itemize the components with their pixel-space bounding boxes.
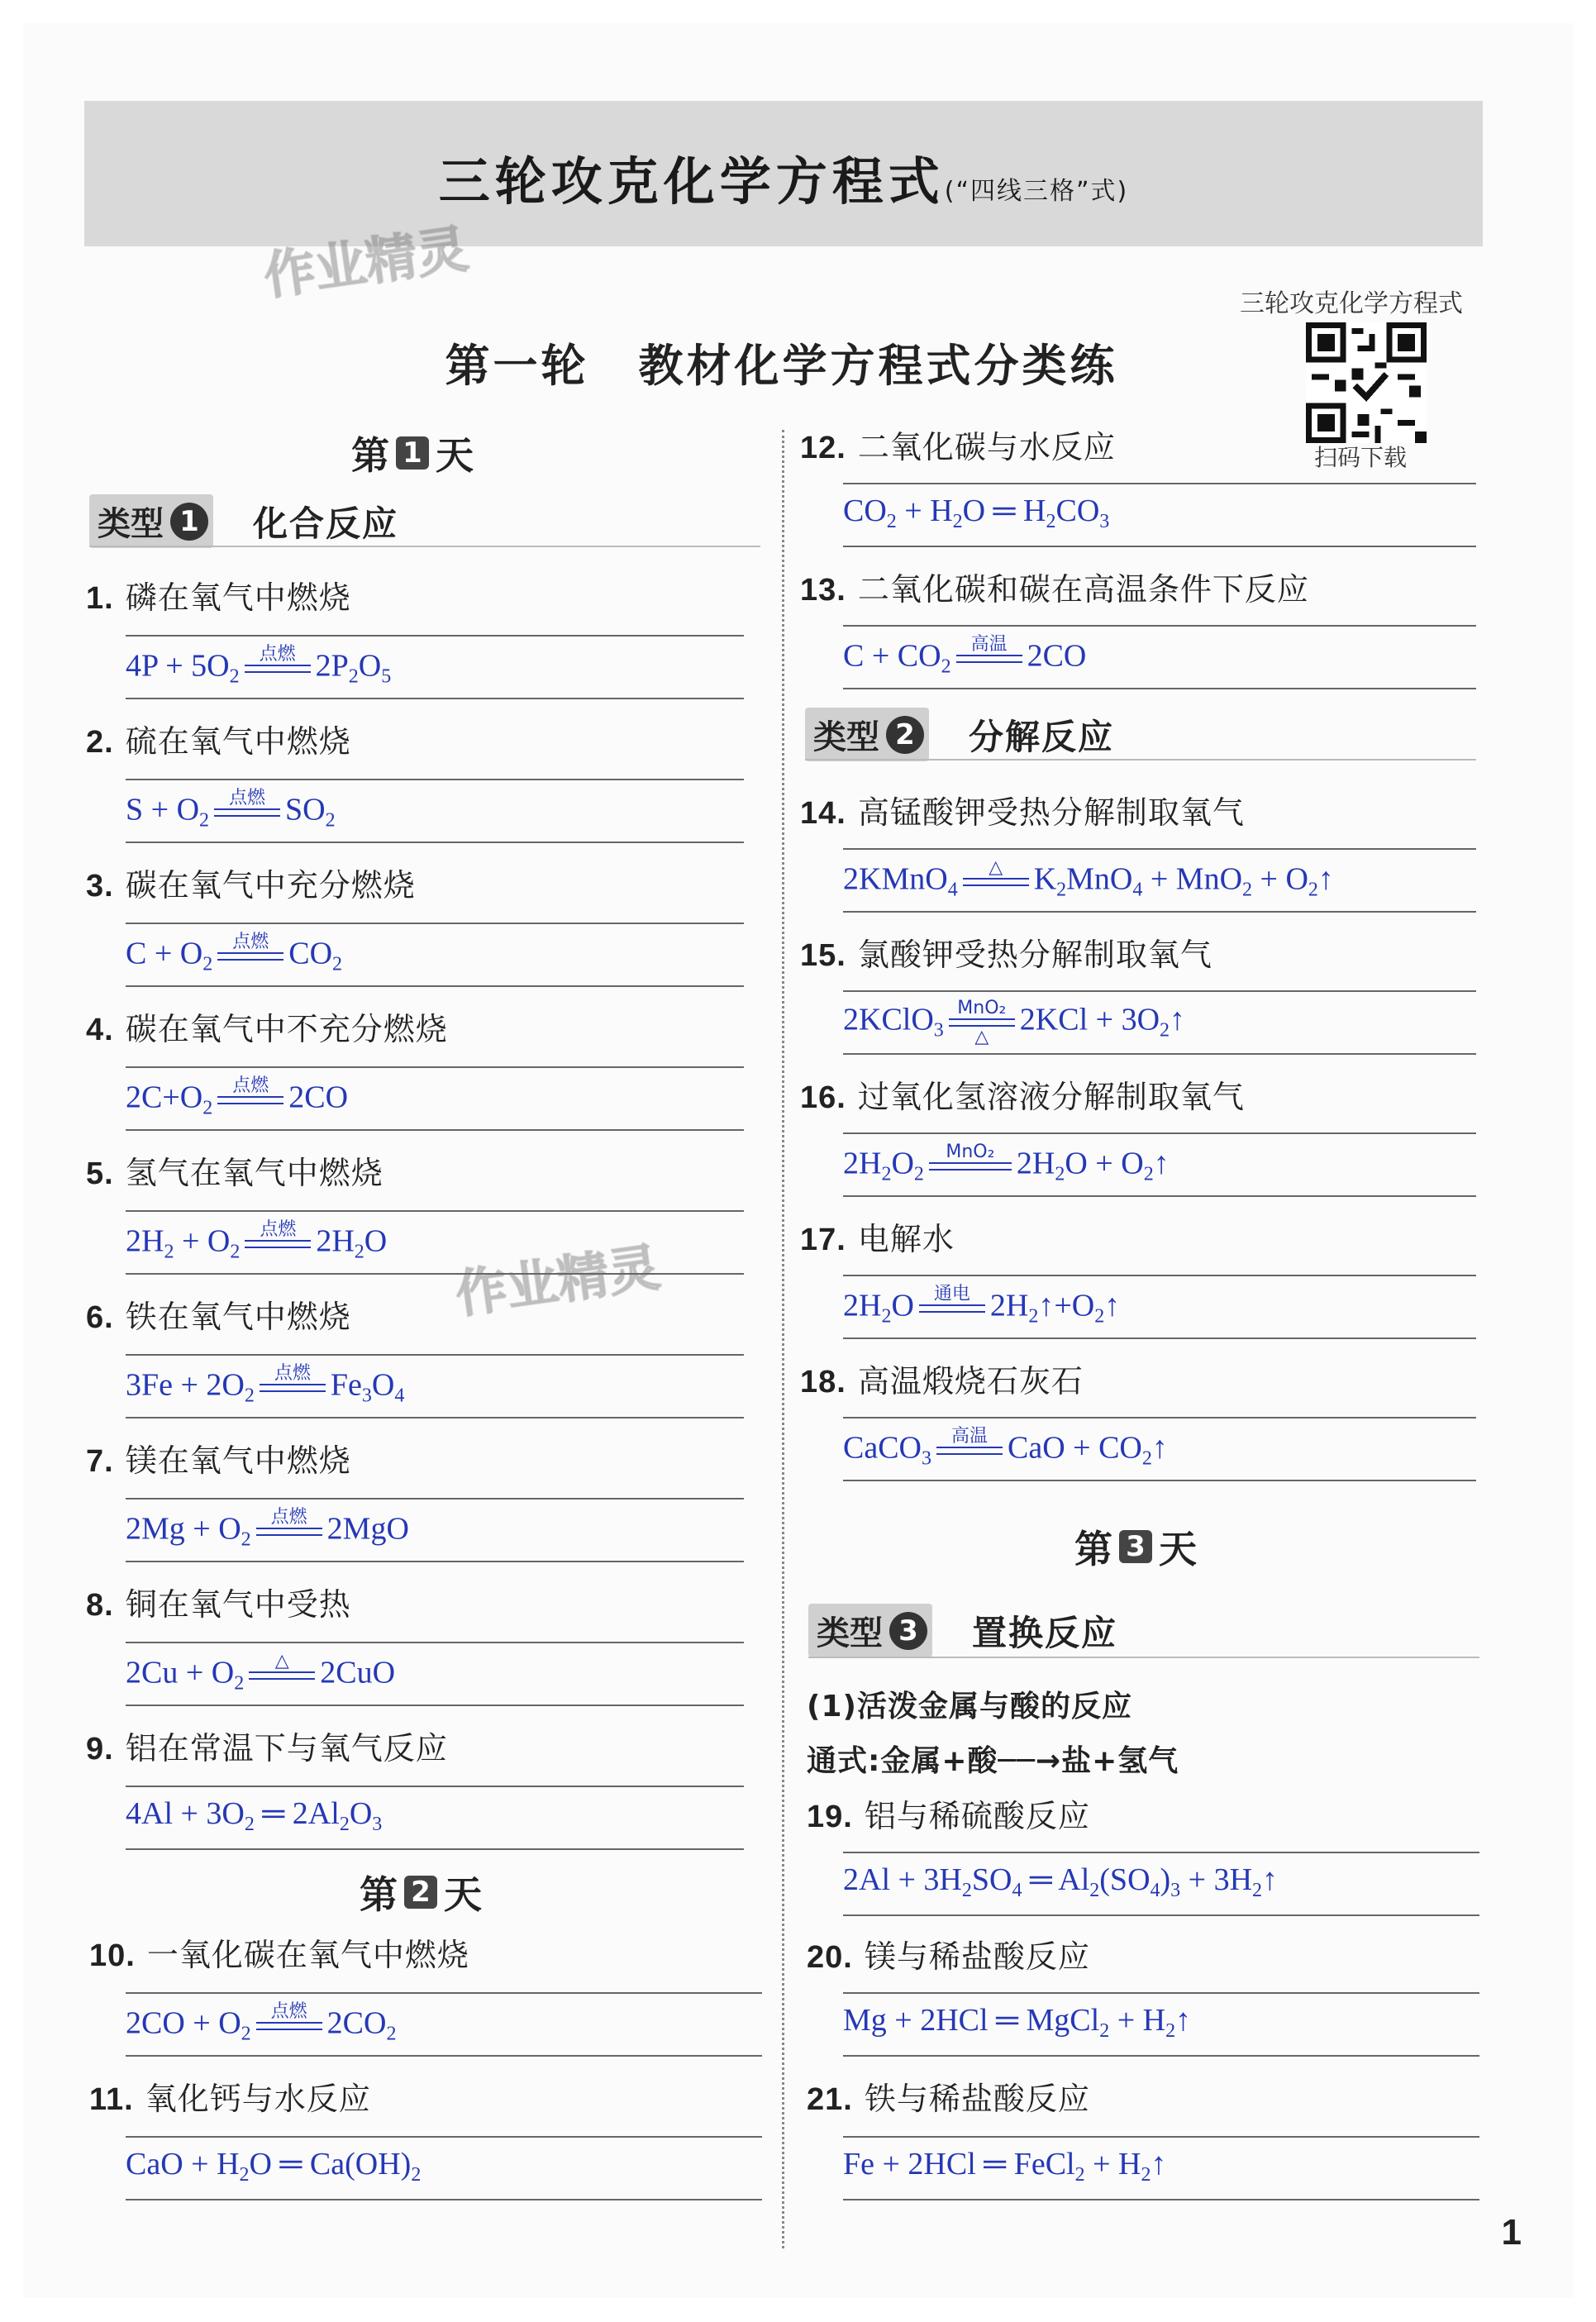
- day-heading-3: [1074, 1519, 1197, 1574]
- question-text: 磷在氧气中燃烧: [125, 579, 351, 616]
- question-2: [86, 716, 351, 761]
- general-formula: 通式:金属+酸──→盐+氢气: [807, 1744, 1179, 1778]
- question-text: 硫在氧气中燃烧: [125, 723, 351, 760]
- question-text: 过氧化氢溶液分解制取氧气: [857, 1079, 1245, 1115]
- answer-5: $2H_2 + O_2$ 点燃 $2H_2O$: [126, 1219, 388, 1263]
- answer-line: [126, 2055, 762, 2057]
- answer-11: CaO + $H_2O$ ═ $Ca(OH)_2$: [126, 2147, 422, 2186]
- question-text: 碳在氧气中不充分燃烧: [125, 1011, 448, 1047]
- condition-label: 点燃: [270, 2001, 307, 2022]
- answer-line: [126, 1498, 744, 1500]
- type-heading-1: [89, 494, 398, 548]
- section-name: 教材化学方程式分类练: [638, 340, 1118, 392]
- day-suffix: 天: [444, 1872, 482, 1917]
- question-text: 一氧化碳在氧气中燃烧: [146, 1937, 469, 1973]
- question-text: 电解水: [857, 1221, 955, 1257]
- type-badge: [89, 494, 213, 548]
- answer-12: $CO_2 + H_2O$ ═ $H_2CO_3$: [843, 493, 1110, 532]
- question-9: [86, 1723, 448, 1768]
- type-rule: [89, 546, 760, 547]
- question-number: 4.: [86, 1013, 114, 1047]
- type-number: 3: [889, 1612, 927, 1650]
- answer-line: [843, 546, 1476, 547]
- question-5: [86, 1147, 384, 1193]
- question-text: 铁与稀盐酸反应: [864, 2081, 1090, 2117]
- question-number: 19.: [807, 1800, 853, 1834]
- answer-line: [126, 1210, 744, 1212]
- answer-line: [126, 1848, 744, 1850]
- answer-line: [126, 779, 744, 780]
- question-text: 镁与稀盐酸反应: [864, 1938, 1090, 1975]
- question-text: 高锰酸钾受热分解制取氧气: [857, 794, 1245, 831]
- question-12: [800, 422, 1116, 467]
- answer-line: [126, 2136, 762, 2138]
- question-21: [807, 2073, 1090, 2119]
- question-number: 1.: [86, 581, 114, 616]
- question-number: 17.: [800, 1223, 846, 1257]
- answer-line: [843, 688, 1476, 689]
- question-number: 9.: [86, 1732, 114, 1767]
- answer-3: $C + O_2$ 点燃 $CO_2$: [126, 932, 343, 975]
- question-text: 二氧化碳与水反应: [857, 429, 1116, 465]
- question-19: [807, 1790, 1090, 1836]
- answer-18: CaCO$_3$ 高温 CaO + $CO_2↑$: [843, 1426, 1168, 1470]
- condition-label: 通电: [933, 1284, 970, 1304]
- answer-15: 2KClO$_3$ MnO₂ △ $2KCl + 3O_2↑$: [843, 998, 1186, 1047]
- type-badge: [805, 708, 929, 761]
- answer-line: [843, 1337, 1476, 1339]
- question-text: 铜在氧气中受热: [125, 1586, 351, 1623]
- condition-label: △: [274, 1651, 289, 1671]
- question-text: 氯酸钾受热分解制取氧气: [857, 937, 1212, 973]
- round-label: 第一轮: [445, 340, 589, 392]
- answer-8: $2Cu + O_2$ △ 2CuO: [126, 1651, 396, 1695]
- answer-line: [126, 1705, 744, 1706]
- question-10: [89, 1929, 469, 1975]
- answer-line: [843, 483, 1476, 484]
- answer-line: [843, 2055, 1479, 2057]
- answer-line: [843, 990, 1476, 992]
- question-number: 8.: [86, 1588, 114, 1623]
- answer-line: [843, 2199, 1479, 2200]
- answer-line: [126, 1642, 744, 1643]
- question-text: 氧化钙与水反应: [145, 2081, 371, 2117]
- question-7: [86, 1435, 351, 1480]
- answer-line: [843, 1914, 1479, 1916]
- question-number: 14.: [800, 796, 846, 831]
- type-label: 类型: [813, 718, 879, 756]
- day-number: 2: [404, 1876, 437, 1909]
- answer-line: [843, 1132, 1476, 1134]
- answer-line: [843, 1275, 1476, 1276]
- condition-label: MnO₂: [946, 1142, 995, 1162]
- question-number: 15.: [800, 938, 846, 973]
- qr-caption: 扫码下载: [1314, 444, 1408, 471]
- answer-line: [126, 985, 744, 987]
- question-text: 铝在常温下与氧气反应: [125, 1730, 448, 1767]
- answer-line: [126, 2199, 762, 2200]
- question-1: [86, 572, 351, 617]
- answer-line: [843, 911, 1476, 913]
- question-number: 21.: [807, 2082, 853, 2117]
- answer-1: $4P + 5O_2$ 点燃 $2P_2O_5$: [126, 644, 392, 688]
- day-prefix: 第: [360, 1872, 398, 1917]
- type-name: 分解反应: [969, 716, 1115, 757]
- condition-label: 高温: [950, 1426, 988, 1447]
- answer-line: [126, 698, 744, 699]
- question-number: 3.: [86, 869, 114, 904]
- question-text: 二氧化碳和碳在高温条件下反应: [857, 571, 1309, 608]
- answer-line: [126, 1561, 744, 1562]
- answer-2: $S + O_2$ 点燃 $SO_2$: [126, 788, 336, 832]
- type-rule: [805, 759, 1476, 760]
- question-18: [800, 1356, 1084, 1401]
- answer-line: [126, 1992, 762, 1994]
- question-number: 20.: [807, 1940, 853, 1975]
- banner-title-text: 三轮攻克化学方程式: [438, 151, 945, 212]
- question-number: 10.: [89, 1938, 136, 1973]
- question-17: [800, 1213, 955, 1259]
- question-16: [800, 1071, 1245, 1117]
- condition-label: MnO₂: [957, 998, 1007, 1018]
- question-number: 5.: [86, 1156, 114, 1191]
- question-number: 11.: [89, 2082, 134, 2117]
- question-number: 12.: [800, 431, 846, 465]
- answer-9: $4Al + 3O_2$ ═ $2Al_2O_3$: [126, 1796, 383, 1835]
- question-text: 氢气在氧气中燃烧: [125, 1155, 384, 1191]
- answer-14: 2KMnO$_4$ △ $K_2MnO_4 + MnO_2$ + $O_2↑$: [843, 857, 1334, 901]
- question-8: [86, 1579, 351, 1624]
- question-text: 铁在氧气中燃烧: [125, 1299, 351, 1335]
- type-badge: [808, 1604, 932, 1657]
- answer-line: [126, 923, 744, 924]
- question-6: [86, 1291, 351, 1337]
- banner-subtitle: (“四线三格”式): [944, 177, 1129, 206]
- question-number: 13.: [800, 573, 846, 608]
- answer-line: [126, 1273, 744, 1275]
- answer-line: [126, 635, 744, 637]
- title-banner: [84, 101, 1483, 246]
- day-number: 3: [1119, 1530, 1152, 1563]
- question-number: 16.: [800, 1080, 846, 1115]
- condition-label: 点燃: [232, 932, 269, 952]
- answer-line: [126, 1129, 744, 1131]
- answer-line: [126, 1786, 744, 1787]
- condition-label: 点燃: [232, 1075, 269, 1096]
- answer-line: [843, 625, 1476, 627]
- qr-label: 三轮攻克化学方程式: [1240, 289, 1463, 318]
- answer-line: [843, 848, 1476, 850]
- question-14: [800, 787, 1245, 832]
- type-label: 类型: [817, 1614, 883, 1652]
- question-number: 18.: [800, 1365, 846, 1399]
- day-suffix: 天: [436, 433, 474, 478]
- question-text: 铝与稀硫酸反应: [864, 1798, 1090, 1834]
- condition-label: △: [974, 1026, 989, 1047]
- answer-line: [126, 1354, 744, 1356]
- answer-10: $2CO + O_2$ 点燃 $2CO_2$: [126, 2001, 397, 2045]
- question-15: [800, 929, 1212, 975]
- question-text: 高温煅烧石灰石: [857, 1363, 1084, 1399]
- answer-line: [843, 1417, 1476, 1418]
- question-3: [86, 860, 416, 905]
- question-text: 碳在氧气中充分燃烧: [125, 867, 416, 904]
- question-20: [807, 1931, 1090, 1976]
- answer-line: [126, 1417, 744, 1418]
- answer-line: [843, 1852, 1479, 1853]
- question-13: [800, 564, 1309, 609]
- condition-label: 点燃: [259, 644, 296, 665]
- column-divider: [782, 430, 784, 2248]
- answer-6: $3Fe + 2O_2$ 点燃 $Fe_3O_4$: [126, 1363, 405, 1407]
- day-heading-1: [351, 426, 474, 480]
- answer-4: $2C+O_2$ 点燃 2CO: [126, 1075, 349, 1119]
- question-text: 镁在氧气中燃烧: [125, 1442, 351, 1479]
- type-label: 类型: [98, 505, 164, 543]
- type-heading-2: [805, 708, 1114, 761]
- watermark: 作业精灵: [451, 1237, 664, 1325]
- type-name: 化合反应: [253, 503, 399, 544]
- subsection-heading: (1)活泼金属与酸的反应: [807, 1690, 1132, 1724]
- question-number: 2.: [86, 725, 114, 760]
- answer-7: $2Mg + O_2$ 点燃 2MgO: [126, 1507, 409, 1551]
- day-heading-2: [360, 1865, 482, 1919]
- answer-19: $2Al + 3H_2SO_4$ ═ $Al_2(SO_4)_3$ + $3H_2↑$: [843, 1862, 1279, 1901]
- condition-label: 点燃: [260, 1219, 297, 1240]
- answer-line: [843, 1053, 1476, 1055]
- page-number: 1: [1501, 2212, 1522, 2253]
- condition-label: 点燃: [229, 788, 266, 808]
- answer-line: [126, 842, 744, 843]
- question-11: [89, 2073, 371, 2119]
- watermark: 作业精灵: [260, 218, 472, 307]
- answer-16: $2H_2O_2$ MnO₂ $2H_2O$ + $O_2↑$: [843, 1142, 1170, 1185]
- answer-line: [843, 1480, 1476, 1481]
- answer-13: $C + CO_2$ 高温 2CO: [843, 634, 1087, 678]
- type-heading-3: [808, 1604, 1117, 1657]
- question-4: [86, 1004, 448, 1049]
- type-name: 置换反应: [972, 1612, 1118, 1653]
- day-prefix: 第: [351, 433, 389, 478]
- type-rule: [808, 1657, 1479, 1658]
- answer-20: Mg + 2HCl ═ MgCl$_2$ + $H_2↑$: [843, 2003, 1192, 2042]
- answer-line: [843, 2136, 1479, 2138]
- type-number: 1: [170, 503, 208, 541]
- condition-label: △: [989, 857, 1003, 878]
- condition-label: 点燃: [270, 1507, 307, 1528]
- type-number: 2: [886, 716, 924, 754]
- question-number: 6.: [86, 1300, 114, 1335]
- answer-21: Fe + 2HCl ═ FeCl$_2$ + $H_2↑$: [843, 2147, 1167, 2186]
- section-title: [0, 331, 1596, 394]
- answer-line: [843, 1195, 1476, 1197]
- day-number: 1: [396, 436, 429, 470]
- day-prefix: 第: [1074, 1527, 1112, 1571]
- condition-label: 高温: [970, 634, 1008, 655]
- day-suffix: 天: [1159, 1527, 1197, 1571]
- answer-17: $2H_2O$ 通电 $2H_2↑+O_2↑$: [843, 1284, 1121, 1328]
- condition-label: 点燃: [274, 1363, 311, 1384]
- question-number: 7.: [86, 1444, 114, 1479]
- answer-line: [126, 1066, 744, 1068]
- banner-title: [84, 141, 1483, 214]
- answer-line: [843, 1992, 1479, 1994]
